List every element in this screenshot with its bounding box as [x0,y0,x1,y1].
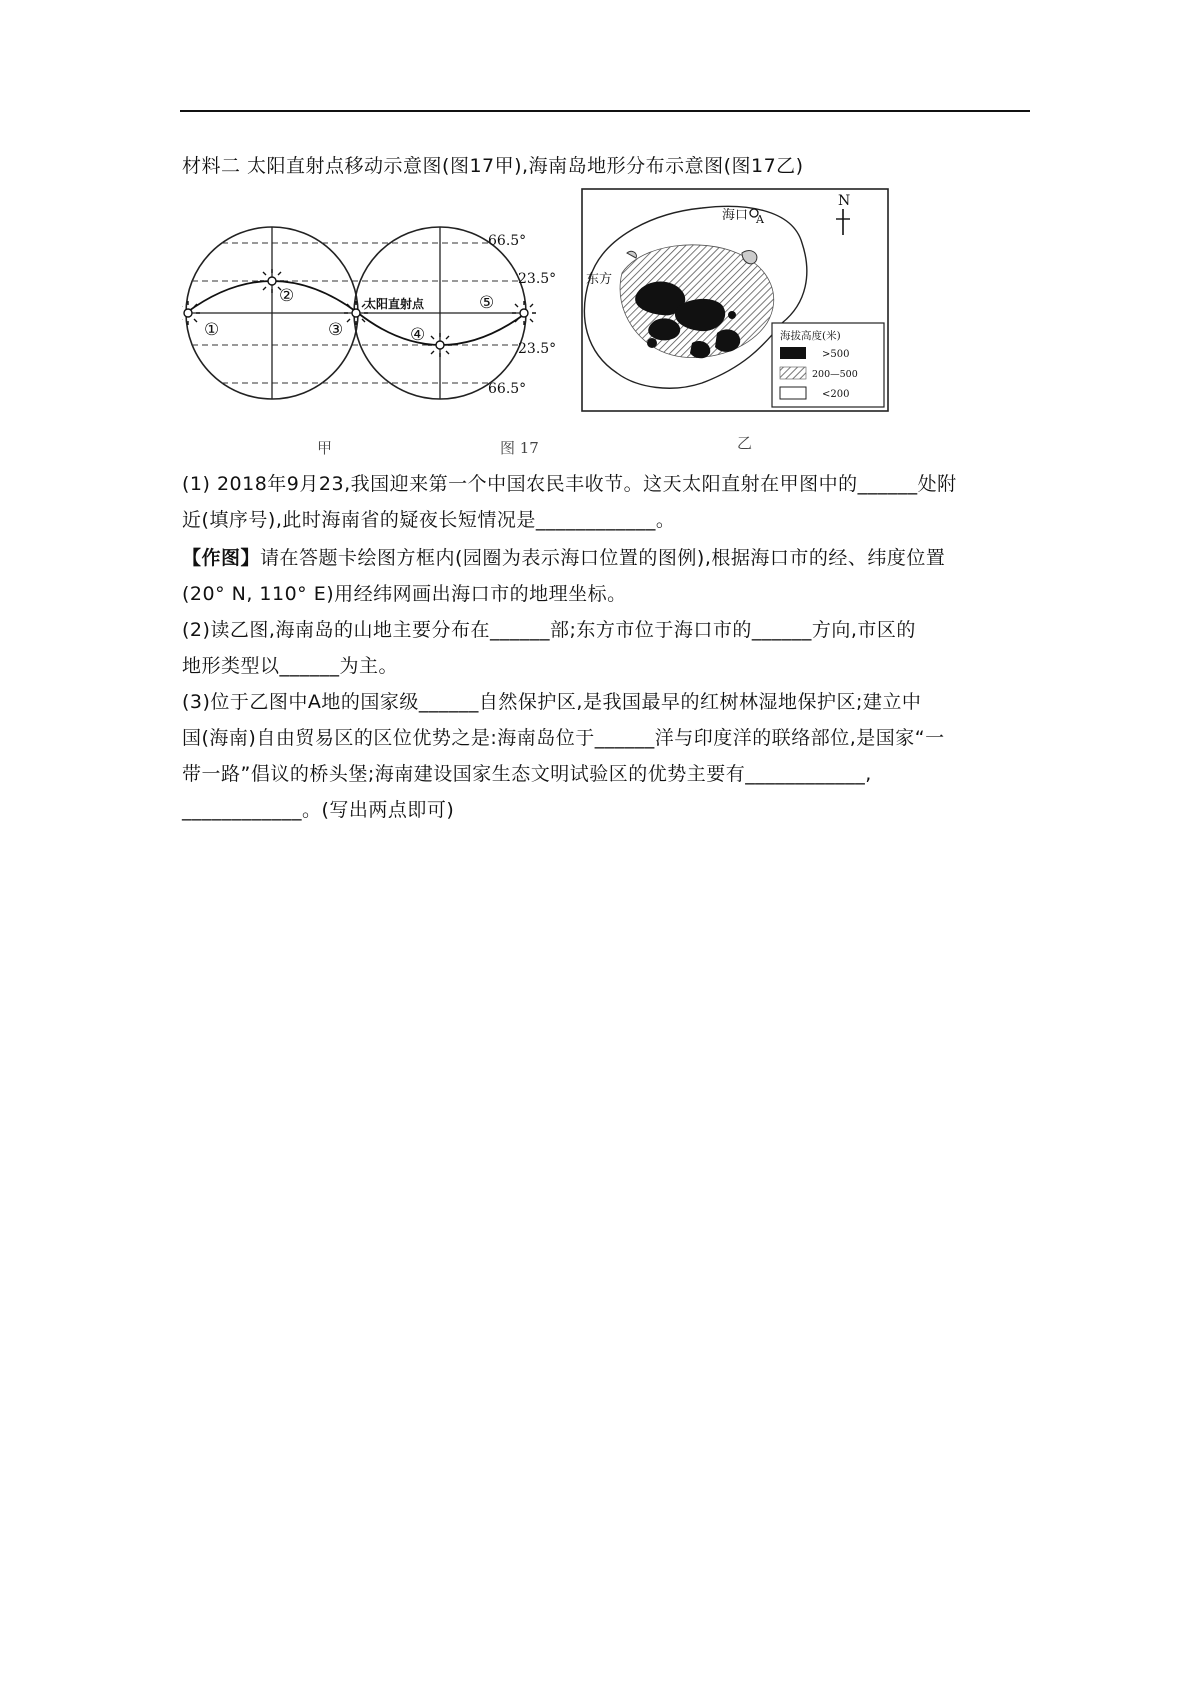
label-pos-4: ④ [410,325,426,345]
caption-jia: 甲 [317,439,333,457]
drawing-task-text: 请在答题卡绘图方框内(园圈为表示海口位置的图例),根据海口市的经、纬度位置 [260,547,946,569]
label-dongfang: 东方 [586,272,613,287]
legend-swatch-high [780,347,806,359]
drawing-task-line-2: (20° N, 110° E)用经纬网画出海口市的地理坐标。 [182,583,627,605]
top-rule [180,110,1030,112]
label-66-5-top: 66.5° [488,233,527,249]
label-haikou: 海口 [722,208,749,223]
legend-title: 海拔高度(米) [780,330,841,342]
legend-label-low: <200 [822,389,850,400]
material-heading: 材料二 太阳直射点移动示意图(图17甲),海南岛地形分布示意图(图17乙) [182,155,804,177]
figure-17 [182,183,902,463]
question-3-line-2: 国(海南)自由贸易区的区位优势之是:海南岛位于______洋与印度洋的联络部位,是国家“一 [182,727,945,749]
label-pos-5: ⑤ [479,293,495,313]
hainan-terrain-map [582,189,888,411]
question-2 [182,612,1032,684]
question-1 [182,466,1032,538]
legend-swatch-mid [780,367,806,379]
sun-marker-1 [182,301,200,325]
sun-path-diagram [182,227,556,399]
label-point-a: A [756,213,764,226]
caption-yi: 乙 [737,434,753,452]
label-pos-3: ③ [328,320,344,340]
question-3 [182,684,1032,828]
question-3-line-4: ____________。(写出两点即可) [182,799,455,821]
drawing-task-tag: 【作图】 [182,547,261,569]
legend-label-high: >500 [822,349,850,360]
label-23-5-top: 23.5° [518,271,557,287]
question-2-line-2: 地形类型以______为主。 [182,655,399,677]
elevation-legend [772,323,884,407]
question-1-line-1: (1) 2018年9月23,我国迎来第一个中国农民丰收节。这天太阳直射在甲图中的______处附 [182,473,957,495]
sun-marker-4 [428,333,452,357]
label-pos-1: ① [204,320,220,340]
legend-label-mid: 200—500 [812,369,858,380]
question-3-line-1: (3)位于乙图中A地的国家级______自然保护区,是我国最早的红树林湿地保护区;建立中 [182,691,922,713]
label-direct-point: 太阳直射点 [364,297,425,311]
caption-figure-17: 图 17 [500,439,539,457]
question-1-line-2: 近(填序号),此时海南省的疑夜长短情况是____________。 [182,509,676,531]
figure-17-svg [182,183,902,463]
question-2-line-1: (2)读乙图,海南岛的山地主要分布在______部;东方市位于海口市的______方向,市区的 [182,619,916,641]
legend-swatch-low [780,387,806,399]
label-23-5-bottom: 23.5° [518,341,557,357]
drawing-task-line-1 [182,540,1032,576]
drawing-task [182,540,1032,612]
question-3-line-3: 带一路”倡议的桥头堡;海南建设国家生态文明试验区的优势主要有____________, [182,763,872,785]
label-pos-2: ② [279,286,295,306]
sun-marker-5 [512,301,536,325]
svg-text:N: N [838,193,851,209]
label-66-5-bottom: 66.5° [488,381,527,397]
